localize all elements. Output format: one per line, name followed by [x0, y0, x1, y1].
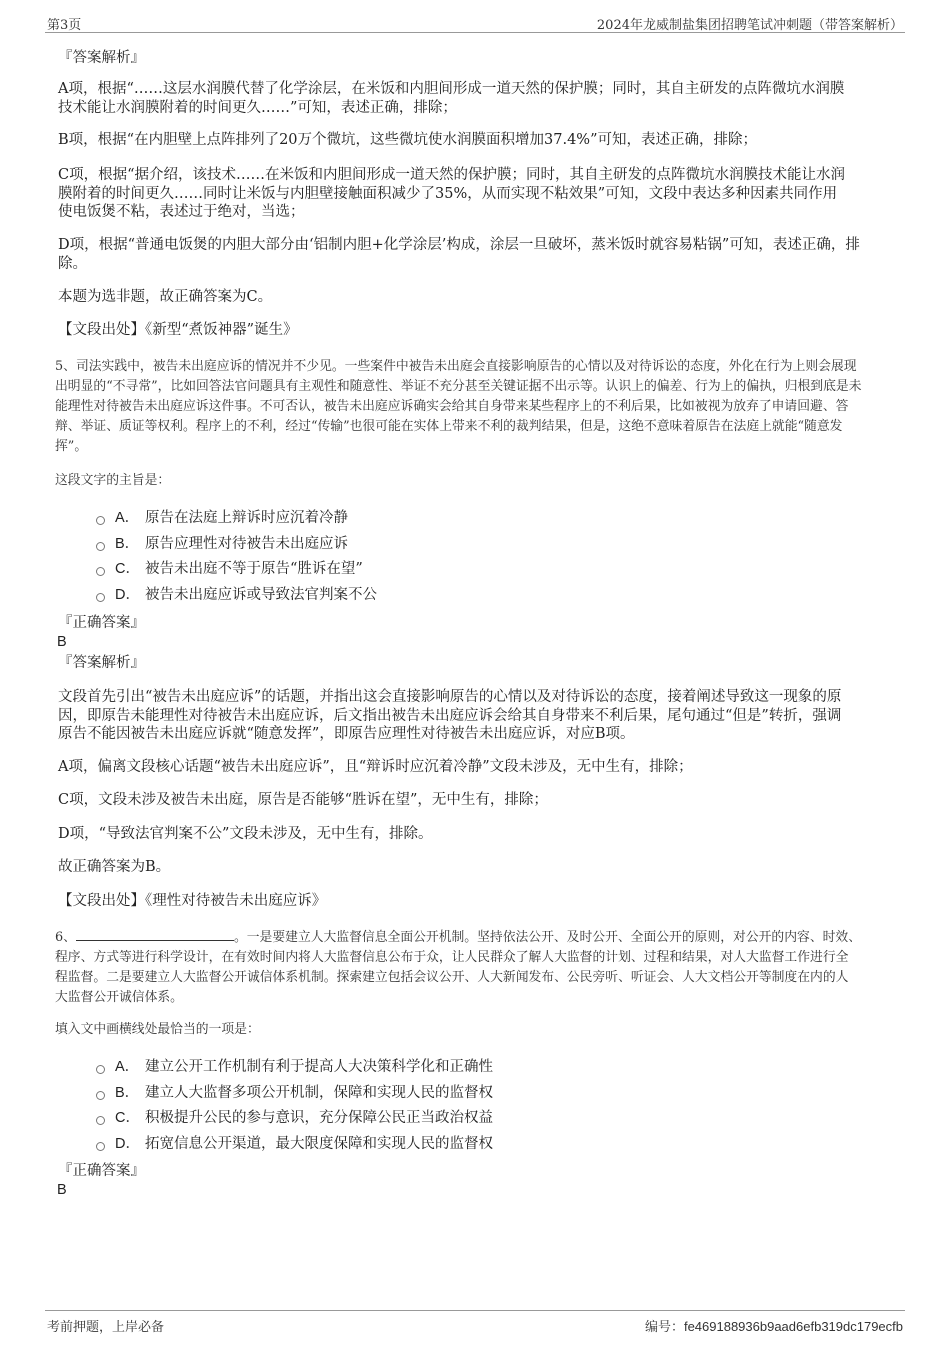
q5-answer: B — [57, 634, 67, 650]
q5-text-line3: 能理性对待被告未出庭应诉这件事。不可否认，被告未出庭应诉确实会给其自身带来某些程序上的不利后果，比如被视为放弃了申请回避、答 — [55, 399, 849, 414]
q5-analysis-a: A项，偏离文段核心话题“被告未出庭应诉”，且“辩诉时应沉着冷静”文段未涉及，无中生有，排除； — [58, 759, 693, 775]
analysis-a-line1: A项，根据“……这层水润膜代替了化学涂层，在米饭和内胆间形成一道天然的保护膜；同时，其自主研发的点阵微坑水润膜 — [58, 81, 845, 97]
footer-slogan: 考前押题，上岸必备 — [47, 1320, 165, 1335]
q5-text-line2: 出明显的“不寻常”，比如回答法官问题具有主观性和随意性、举证不充分甚至关键证据不出示等。认识上的偏差、行为上的偏执，归根到底是未 — [55, 379, 862, 394]
radio-icon[interactable] — [96, 1091, 105, 1100]
q5-text-line1: 5、司法实践中，被告未出庭应诉的情况并不少见。一些案件中被告未出庭会直接影响原告的心情以及对待诉讼的态度，外化在行为上则会展现 — [55, 359, 857, 374]
radio-icon[interactable] — [96, 1142, 105, 1151]
q5-analysis-line2: 因，即原告未能理性对待被告未出庭应诉，后文指出被告未出庭应诉会给其自身带来不利后果，尾句通过“但是”转折，强调 — [58, 708, 842, 724]
analysis-label: 『答案解析』 — [58, 50, 145, 66]
q5-option-c[interactable]: C． 被告未出庭不等于原告“胜诉在望” — [96, 559, 363, 579]
analysis-c-line1: C项，根据“据介绍，该技术……在米饭和内胆间形成一道天然的保护膜；同时，其自主研发的点阵微坑水润膜技术能让水润 — [58, 167, 846, 183]
page-number: 第3页 — [47, 18, 82, 33]
q6-option-c[interactable]: C． 积极提升公民的参与意识，充分保障公民正当政治权益 — [96, 1108, 493, 1128]
q5-analysis-label: 『答案解析』 — [58, 655, 145, 671]
q6-text-line4: 大监督公开诚信体系。 — [55, 990, 183, 1005]
radio-icon[interactable] — [96, 1065, 105, 1074]
q5-analysis-line1: 文段首先引出“被告未出庭应诉”的话题，并指出这会直接影响原告的心情以及对待诉讼的态度，接着阐述导致这一现象的原 — [58, 689, 842, 705]
radio-icon[interactable] — [96, 1116, 105, 1125]
q5-answer-label: 『正确答案』 — [58, 615, 145, 631]
q5-analysis-line3: 原告不能因被告未出庭应诉就“随意发挥”，即原告应理性对待被告未出庭应诉，对应B项。 — [58, 726, 635, 742]
q6-text-line1: 6、 。一是要建立人大监督信息全面公开机制。坚持依法公开、及时公开、全面公开的原则，对公开的内容、时效、 — [55, 930, 861, 945]
analysis-b-line1: B项，根据“在内胆壁上点阵排列了20万个微坑，这些微坑使水润膜面积增加37.4%”可知，表述正确，排除； — [58, 132, 757, 148]
analysis-c-line3: 使电饭煲不粘，表述过于绝对，当选； — [58, 204, 305, 220]
radio-icon[interactable] — [96, 593, 105, 602]
q5-text-line4: 辩、举证、质证等权利。程序上的不利，经过“传输”也很可能在实体上带来不利的裁判结果，但是，这绝不意味着原告在法庭上就能“随意发 — [55, 419, 843, 434]
page-header — [45, 12, 905, 33]
q5-analysis-c: C项，文段未涉及被告未出庭，原告是否能够“胜诉在望”，无中生有，排除； — [58, 792, 548, 808]
radio-icon[interactable] — [96, 567, 105, 576]
q6-text-line2: 程序、方式等进行科学设计，在有效时间内将人大监督信息公布于众，让人民群众了解人大监督的计划、过程和结果，对人大监督工作进行全 — [55, 950, 849, 965]
analysis-conclusion: 本题为选非题，故正确答案为C。 — [58, 289, 273, 305]
q6-prompt: 填入文中画横线处最恰当的一项是： — [55, 1022, 260, 1037]
q5-option-b[interactable]: B． 原告应理性对待被告未出庭应诉 — [96, 534, 348, 554]
analysis-d-line1: D项，根据“普通电饭煲的内胆大部分由‘铝制内胆+化学涂层’构成，涂层一旦破坏，蒸米饭时就容易粘锅”可知，表述正确，排 — [58, 237, 860, 253]
page-footer — [45, 1310, 905, 1335]
q5-analysis-d: D项，“导致法官判案不公”文段未涉及，无中生有，排除。 — [58, 826, 433, 842]
q6-option-a[interactable]: A． 建立公开工作机制有利于提高人大决策科学化和正确性 — [96, 1057, 493, 1077]
radio-icon[interactable] — [96, 542, 105, 551]
q6-text-line3: 程监督。二是要建立人大监督公开诚信体系机制。探索建立包括会议公开、人大新闻发布、公民旁听、听证会、人大文档公开等制度在内的人 — [55, 970, 849, 985]
fill-blank — [76, 928, 234, 941]
analysis-d-line2: 除。 — [58, 256, 87, 272]
q5-prompt: 这段文字的主旨是： — [55, 473, 171, 488]
analysis-source: 【文段出处】《新型“煮饭神器”诞生》 — [58, 322, 298, 338]
q5-source: 【文段出处】《理性对待被告未出庭应诉》 — [58, 893, 327, 909]
q6-option-b[interactable]: B． 建立人大监督多项公开机制，保障和实现人民的监督权 — [96, 1083, 493, 1103]
q5-text-line5: 挥”。 — [55, 439, 88, 454]
document-title: 2024年龙威制盐集团招聘笔试冲刺题（带答案解析） — [596, 18, 903, 33]
analysis-c-line2: 膜附着的时间更久……同时让米饭与内胆壁接触面积减少了35%，从而实现不粘效果”可知，文段中表达多种因素共同作用 — [58, 186, 838, 202]
q6-option-d[interactable]: D． 拓宽信息公开渠道，最大限度保障和实现人民的监督权 — [96, 1134, 493, 1154]
q6-answer-label: 『正确答案』 — [58, 1163, 145, 1179]
q6-answer: B — [57, 1182, 67, 1198]
document-code: 编号：fe469188936b9aad6efb319dc179ecfb — [644, 1319, 903, 1335]
q5-conclusion: 故正确答案为B。 — [58, 859, 171, 875]
q6-number: 6、 — [55, 930, 76, 945]
radio-icon[interactable] — [96, 516, 105, 525]
analysis-a-line2: 技术能让水润膜附着的时间更久……”可知，表述正确，排除； — [58, 100, 457, 116]
q5-option-a[interactable]: A． 原告在法庭上辩诉时应沉着冷静 — [96, 508, 348, 528]
q5-option-d[interactable]: D． 被告未出庭应诉或导致法官判案不公 — [96, 585, 377, 605]
